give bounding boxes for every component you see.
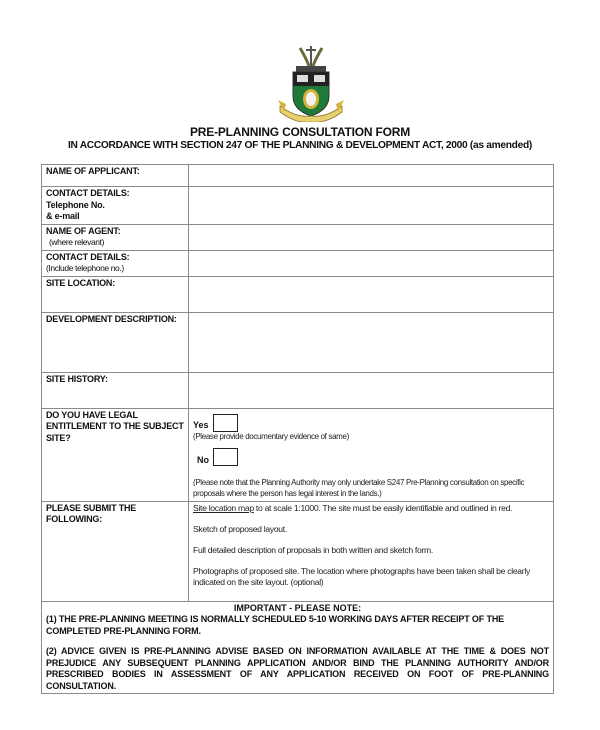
submit-item-photographs: Photographs of proposed site. The location where photographs have been taken shall be clearly indicated on the site layout. (optional) [193,565,530,587]
label-yes: Yes [193,420,209,430]
council-crest-logo [276,44,346,122]
label-agent-name [42,224,189,250]
form-title: PRE-PLANNING CONSULTATION FORM [190,125,410,139]
input-site-location[interactable] [189,276,554,312]
checkbox-no[interactable] [213,448,238,466]
label-site-history: SITE HISTORY: [42,372,189,408]
row-applicant-contact [42,187,554,225]
label-agent-contact-title: CONTACT DETAILS: [46,251,130,262]
label-no: No [197,454,209,465]
option-yes [193,414,549,432]
label-agent-contact-note: (Include telephone no.) [46,263,124,273]
submit-items-list [189,501,554,601]
option-no [193,448,549,466]
important-note-2: (2) ADVICE GIVEN IS PRE-PLANNING ADVISE BASED ON INFORMATION AVAILABLE AT THE TIME & DOES NOT PREJUDICE ANY SUBSEQUENT PLANNING APPLICATION AND/OR BIND THE PLANNING AUTHORITY AND/OR PRESCRIBED BODIES IN ASSESSMENT OF ANY APPLICATION RECEIVED ON FOOT OF PRE-PLANNING CONSULTATION. [46,646,549,691]
label-agent-name-note: (where relevant) [49,237,105,247]
input-applicant-name[interactable] [189,165,554,187]
form-subtitle: IN ACCORDANCE WITH SECTION 247 OF THE PLANNING & DEVELOPMENT ACT, 2000 (as amended) [68,140,532,151]
label-applicant-contact-title: CONTACT DETAILS: [46,188,130,198]
crest-icon [276,44,346,122]
label-site-location: SITE LOCATION: [42,276,189,312]
row-applicant-name [42,165,554,187]
site-location-map-link[interactable]: Site location map [193,502,254,513]
row-development-description [42,312,554,372]
consultation-form-table [41,164,554,694]
label-email: & e-mail [46,211,80,221]
input-agent-contact[interactable] [189,250,554,276]
input-site-history[interactable] [189,372,554,408]
label-legal-entitlement: DO YOU HAVE LEGAL ENTITLEMENT TO THE SUBJECT SITE? [42,408,189,501]
submit-item-site-map: Site location map to at scale 1:1000. The site must be easily identifiable and outlined in red. [193,502,513,513]
checkbox-yes[interactable] [213,414,238,432]
important-title: IMPORTANT - PLEASE NOTE: [233,602,362,613]
label-agent-name-title: NAME OF AGENT: [46,225,121,236]
legal-entitlement-options [189,408,554,501]
input-applicant-contact[interactable] [189,187,554,225]
row-legal-entitlement [42,408,554,501]
submit-item-description: Full detailed description of proposals in both written and sketch form. [193,544,433,555]
note-no: (Please note that the Planning Authority may only undertake S247 Pre-Planning consultation on specific proposals where the person has legal interest in the lands.) [193,478,525,498]
row-agent-contact [42,250,554,276]
row-important-note [42,601,554,694]
important-note-1: (1) THE PRE-PLANNING MEETING IS NORMALLY SCHEDULED 5-10 WORKING DAYS AFTER RECEIPT OF THE COMPLETED PRE-PLANNING FORM. [46,614,505,636]
row-site-location [42,276,554,312]
row-submit-following [42,501,554,601]
label-submit-following: PLEASE SUBMIT THE FOLLOWING: [42,501,189,601]
row-agent-name [42,224,554,250]
label-development-description: DEVELOPMENT DESCRIPTION: [42,312,189,372]
row-site-history [42,372,554,408]
input-development-description[interactable] [189,312,554,372]
label-applicant-name: NAME OF APPLICANT: [42,165,189,187]
label-telephone: Telephone No. [46,199,105,210]
important-note-cell [42,601,554,694]
label-agent-contact [42,250,189,276]
note-yes: (Please provide documentary evidence of same) [193,431,349,441]
input-agent-name[interactable] [189,224,554,250]
label-applicant-contact [42,187,189,225]
submit-item-sketch: Sketch of proposed layout. [193,523,287,534]
